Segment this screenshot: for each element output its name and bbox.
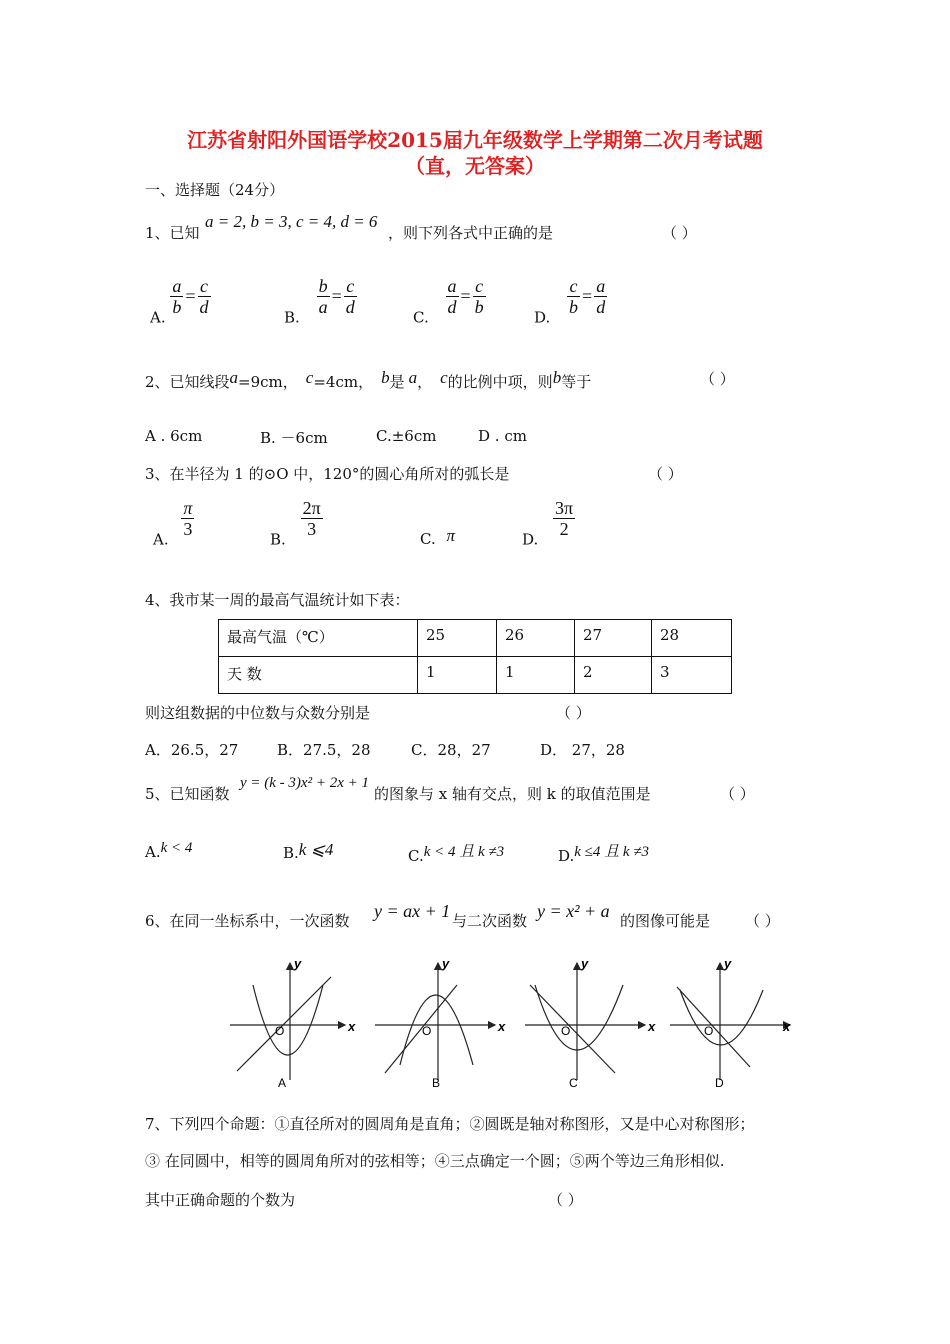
option-label: D.: [522, 530, 539, 549]
frac-den: d: [447, 297, 457, 317]
frac-num: c: [198, 276, 211, 297]
option-label: C.: [420, 530, 436, 548]
q3-option-a: [153, 498, 194, 549]
q2-option-d: D . cm: [478, 427, 527, 445]
parabola: [680, 990, 763, 1045]
q2-option-b: B. －6cm: [260, 429, 328, 447]
text: =9cm，: [238, 373, 298, 391]
axis-label: y: [442, 956, 450, 971]
q6-linear-function: y = ax + 1: [374, 901, 451, 921]
q1-option-c: C. $\frac{a}{d}$ = $\frac{c}{b}$: [413, 276, 484, 327]
axis-label: y: [294, 956, 302, 971]
table-row: [219, 620, 732, 657]
frac-num: b: [318, 276, 328, 296]
option-label: A.: [145, 843, 161, 861]
q7-line2: ③ 在同圆中，相等的圆周角所对的弦相等；④三点确定一个圆；⑤两个等边三角形相似.: [145, 1152, 725, 1170]
table-cell: 1: [418, 657, 497, 694]
axis-label: y: [724, 956, 732, 971]
option-expr: k ≤4 且 k ≠3: [574, 844, 650, 860]
parabola: [400, 995, 473, 1065]
q1-option-a: A. $\frac{a}{b}$ = $\frac{c}{d}$: [150, 276, 209, 327]
text: 的比例中项，则: [447, 373, 553, 391]
q1-prefix: 1、已知: [145, 224, 200, 242]
origin-label: O: [704, 1024, 714, 1038]
table-cell: 26: [497, 620, 575, 657]
pi: π: [446, 526, 456, 545]
table-cell: 25: [418, 620, 497, 657]
q6-quadratic-function: y = x² + a: [537, 901, 610, 921]
q6-mid: 与二次函数: [452, 912, 528, 930]
section-heading: 一、选择题（24分）: [145, 181, 285, 199]
parabola: [535, 985, 623, 1050]
q4-question: 则这组数据的中位数与众数分别是: [145, 704, 371, 722]
origin-label: O: [275, 1024, 285, 1038]
graph-label: D: [715, 1076, 724, 1090]
option-label: B.: [283, 844, 299, 862]
option-label: B.: [270, 530, 286, 549]
var: b: [552, 368, 562, 387]
q3-option-c: [420, 526, 455, 548]
table-cell: 天 数: [219, 657, 418, 694]
graph-a: [230, 956, 356, 1090]
q1-option-b: B. $\frac{b}{a}$ = $\frac{c}{d}$: [284, 276, 355, 327]
q7-line1: 7、下列四个命题：①直径所对的圆周角是直角；②圆既是轴对称图形，又是中心对称图形；: [145, 1115, 755, 1133]
q7-line3: 其中正确命题的个数为: [145, 1191, 296, 1209]
q5-option-d: [558, 840, 649, 865]
table-cell: 最高气温（℃）: [219, 620, 418, 657]
q4-text: 4、我市某一周的最高气温统计如下表：: [145, 591, 410, 609]
frac-num: c: [473, 276, 486, 297]
frac-den: d: [345, 297, 355, 317]
q5-option-b: [283, 840, 333, 862]
temperature-table: [218, 619, 732, 694]
graph-d: [670, 956, 791, 1090]
origin-label: O: [422, 1024, 432, 1038]
text: 等于: [561, 373, 592, 391]
page-title: 江苏省射阳外国语学校2015届九年级数学上学期第二次月考试题: [187, 128, 763, 152]
q6-suffix: 的图像可能是: [620, 912, 711, 930]
q2-option-a: A . 6cm: [145, 427, 203, 445]
frac-den: b: [569, 297, 579, 317]
q6-paren: （ ）: [745, 912, 780, 930]
q2-option-c: C.±6cm: [376, 427, 437, 445]
option-label: D.: [558, 847, 575, 865]
text: ，: [417, 373, 433, 391]
q2-text: [145, 368, 591, 392]
q5-paren: （ ）: [720, 785, 755, 803]
graph-label: C: [569, 1076, 578, 1090]
q5-option-a: [145, 840, 192, 861]
q3-option-b: [270, 498, 323, 549]
graph-c: [525, 956, 656, 1090]
table-cell: 2: [575, 657, 652, 694]
text: =4cm，: [313, 373, 374, 391]
origin-label: O: [561, 1024, 571, 1038]
option-label: C.: [408, 847, 424, 865]
q3-text: 3、在半径为 1 的⊙O 中，120°的圆心角所对的弧长是: [145, 465, 510, 483]
frac-num: 3π: [555, 498, 574, 518]
text: 2、已知线段: [145, 373, 230, 391]
text: 是: [389, 373, 405, 391]
option-label: A.: [153, 530, 169, 549]
frac-den: 3: [307, 519, 317, 539]
q4-option-d: D． 27，28: [540, 741, 625, 759]
frac-den: a: [318, 297, 328, 317]
axis-label: x: [498, 1019, 506, 1034]
option-label: A.: [150, 308, 166, 327]
table-cell: 1: [497, 657, 575, 694]
q4-option-c: C．28，27: [411, 741, 491, 759]
graph-label: B: [432, 1076, 441, 1090]
graph-b: [375, 956, 506, 1090]
q5-prefix: 5、已知函数: [145, 785, 230, 803]
option-expr: k < 4 且 k ≠3: [423, 844, 505, 860]
q1-suffix: ，则下列各式中正确的是: [388, 224, 554, 242]
q1-paren: （ ）: [662, 224, 697, 242]
line: [385, 985, 457, 1073]
q3-option-d: [522, 498, 575, 549]
axis-label: x: [348, 1019, 356, 1034]
q1-option-d: D. $\frac{c}{b}$ = $\frac{a}{d}$: [534, 276, 606, 327]
frac-den: b: [474, 297, 484, 317]
table-row: [219, 657, 732, 694]
table-cell: 3: [652, 657, 732, 694]
frac-num: c: [567, 276, 580, 297]
q1-given: a = 2, b = 3, c = 4, d = 6: [205, 212, 378, 231]
table-cell: 27: [575, 620, 652, 657]
line: [677, 987, 750, 1067]
option-expr: k < 4: [160, 840, 193, 856]
frac-den: 3: [183, 519, 193, 539]
option-label: D.: [534, 308, 551, 327]
frac-den: 2: [559, 519, 569, 539]
var: c: [440, 368, 448, 387]
var: a: [408, 368, 418, 387]
axis-label: y: [581, 956, 589, 971]
frac-num: a: [596, 276, 606, 296]
graph-label: A: [278, 1076, 287, 1090]
q2-paren: （ ）: [700, 370, 735, 388]
q5-function: y = (k - 3)x² + 2x + 1: [240, 775, 369, 791]
q4-option-b: B．27.5，28: [277, 741, 371, 759]
option-label: B.: [284, 308, 300, 327]
var: a: [229, 368, 239, 387]
q6-prefix: 6、在同一坐标系中，一次函数: [145, 912, 350, 930]
q4-option-a: A．26.5，27: [145, 741, 239, 759]
q5-suffix: 的图象与 x 轴有交点，则 k 的取值范围是: [374, 785, 651, 803]
frac-den: d: [596, 297, 606, 317]
q6-graphs: [225, 955, 805, 1095]
q3-paren: （ ）: [648, 465, 683, 483]
q7-paren: （ ）: [548, 1191, 583, 1209]
frac-num: 2π: [302, 498, 321, 518]
q5-option-c: [408, 840, 504, 865]
axis-label: x: [783, 1019, 791, 1034]
var: c: [305, 368, 314, 387]
axis-label: x: [648, 1019, 656, 1034]
frac-num: c: [344, 276, 357, 297]
frac-num: a: [172, 276, 182, 296]
frac-den: b: [172, 297, 182, 317]
option-expr: k ⩽4: [298, 840, 334, 859]
q4-paren: （ ）: [556, 704, 591, 722]
frac-num: π: [183, 498, 193, 518]
frac-num: a: [447, 276, 457, 296]
option-label: C.: [413, 308, 429, 327]
frac-den: d: [199, 297, 209, 317]
var: b: [381, 368, 390, 387]
page-subtitle: （直，无答案）: [405, 154, 545, 178]
table-cell: 28: [652, 620, 732, 657]
